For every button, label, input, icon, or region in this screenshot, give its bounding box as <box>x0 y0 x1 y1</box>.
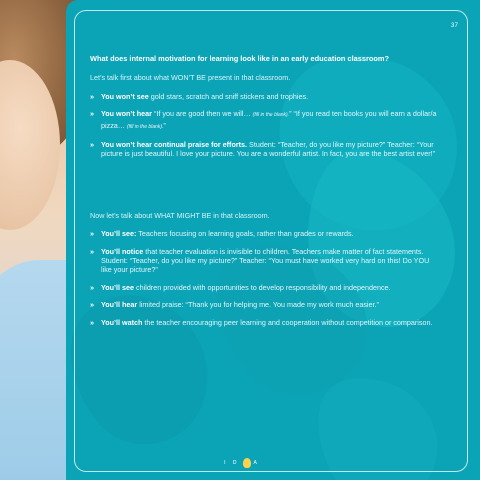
article-content <box>90 54 440 335</box>
list-item: » You’ll see children provided with opportunities to develop responsibility and independence. <box>90 282 391 292</box>
bullet-icon: » <box>90 246 94 256</box>
list-item: » You’ll see: Teachers focusing on learning goals, rather than grades or rewards. <box>90 229 354 239</box>
logo-text-left: I D <box>224 460 240 466</box>
bullet-icon: » <box>90 109 94 119</box>
page-number: 37 <box>450 22 458 29</box>
page-heading: What does internal motivation for learning look like in an early education classroom? <box>90 54 389 63</box>
bullet-icon: » <box>90 91 94 101</box>
logo-mark-icon <box>243 458 251 468</box>
footer-logo <box>222 456 262 470</box>
list-item: » You won’t hear continual praise for efforts. Student: “Teacher, do you like my picture?” Teacher: “Your picture is just beautiful. I love your picture. You are a wonderful artist. In fact, you are the best artist ever!” <box>90 140 435 159</box>
list-item: » You won’t hear “If you are good then we will… (fill in the blank).” “If you read ten books you will earn a dollar/a pizza… (fill in the blank).” <box>90 109 437 130</box>
section-wont-intro: Let’s talk first about what WON’T BE present in that classroom. <box>90 73 291 83</box>
list-item: » You’ll notice that teacher evaluation is invisible to children. Teachers make matter of fact statements. Student: “Teacher, do you like my picture?” Teacher: “You must have worked very hard on this! Do YOU like your picture?” <box>90 246 430 275</box>
logo-text-right: A <box>253 460 260 466</box>
bullet-icon: » <box>90 282 94 292</box>
bullet-icon: » <box>90 140 94 150</box>
list-item: » You won’t see gold stars, scratch and sniff stickers and trophies. <box>90 91 309 101</box>
bullet-icon: » <box>90 317 94 327</box>
list-item: » You’ll watch the teacher encouraging peer learning and cooperation without competition or comparison. <box>90 317 433 327</box>
section-might-intro: Now let’s talk about WHAT MIGHT BE in that classroom. <box>90 210 270 220</box>
bullet-icon: » <box>90 300 94 310</box>
list-item: » You’ll hear limited praise: “Thank you for helping me. You made my work much easier.” <box>90 300 379 310</box>
bullet-icon: » <box>90 229 94 239</box>
